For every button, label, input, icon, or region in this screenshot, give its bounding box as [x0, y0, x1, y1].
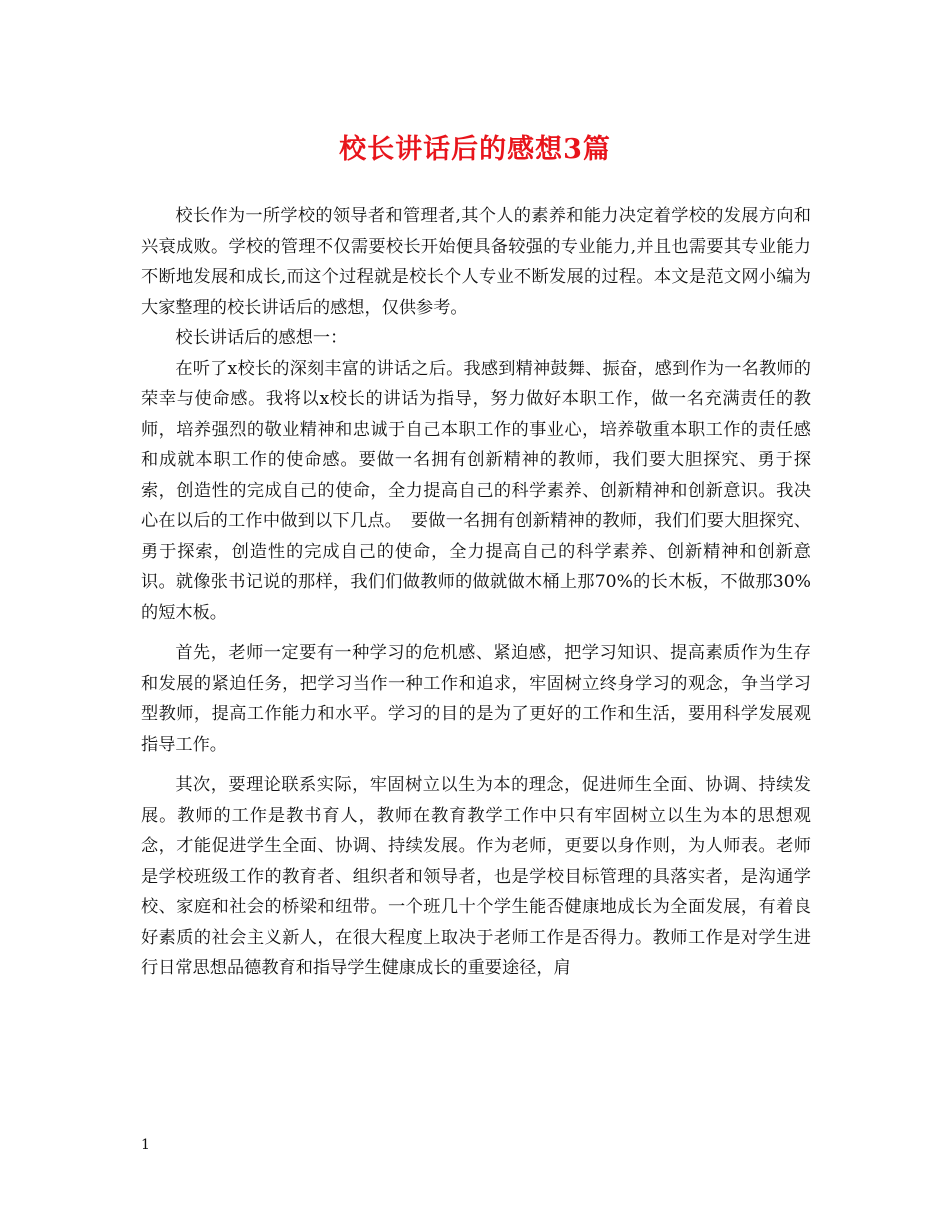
section-heading: 校长讲话后的感想一： [175, 328, 348, 348]
body-paragraph: 在听了x校长的深刻丰富的讲话之后。我感到精神鼓舞、振奋，感到作为一名教师的荣幸与使命感。我将以x校长的讲话为指导，努力做好本职工作，做一名充满责任的教师，培养强烈的敬业精神和忠诚于自己本职工作的事业心，培养敬重本职工作的责任感和成就本职工作的使命感。要做一名拥有创新精神的教师，我们要大胆探究、勇于探索，创造性的完成自己的使命，全力提高自己的科学素养、创新精神和创新意识。我决心在以后的工作中做到以下几点。 要做一名拥有创新精神的教师，我们们要大胆探究、勇于探索，创造性的完成自己的使命，全力提高自己的科学素养、创新精神和创新意识。就像张书记说的那样，我们们做教师的做就做木桶上那70%的长木板，不做那30%的短木板。 [141, 358, 811, 623]
document-title: 校长讲话后的感想3篇 [339, 134, 611, 165]
document-body [141, 201, 811, 984]
page-number: 1 [141, 1137, 150, 1153]
body-paragraph: 首先，老师一定要有一种学习的危机感、紧迫感，把学习知识、提高素质作为生存和发展的紧迫任务，把学习当作一种工作和追求，牢固树立终身学习的观念，争当学习型教师，提高工作能力和水平。学习的目的是为了更好的工作和生活，要用科学发展观指导工作。 [141, 643, 811, 755]
body-paragraph: 其次，要理论联系实际，牢固树立以生为本的理念，促进师生全面、协调、持续发展。教师的工作是教书育人，教师在教育教学工作中只有牢固树立以生为本的思想观念，才能促进学生全面、协调、持续发展。作为老师，更要以身作则，为人师表。老师是学校班级工作的教育者、组织者和领导者，也是学校目标管理的具落实者，是沟通学校、家庭和社会的桥梁和纽带。一个班几十个学生能否健康地成长为全面发展，有着良好素质的社会主义新人，在很大程度上取决于老师工作是否得力。教师工作是对学生进行日常思想品德教育和指导学生健康成长的重要途径，肩 [141, 775, 811, 978]
intro-paragraph: 校长作为一所学校的领导者和管理者,其个人的素养和能力决定着学校的发展方向和兴衰成败。学校的管理不仅需要校长开始便具备较强的专业能力,并且也需要其专业能力不断地发展和成长,而这个过程就是校长个人专业不断发展的过程。本文是范文网小编为大家整理的校长讲话后的感想，仅供参考。 [141, 206, 811, 318]
